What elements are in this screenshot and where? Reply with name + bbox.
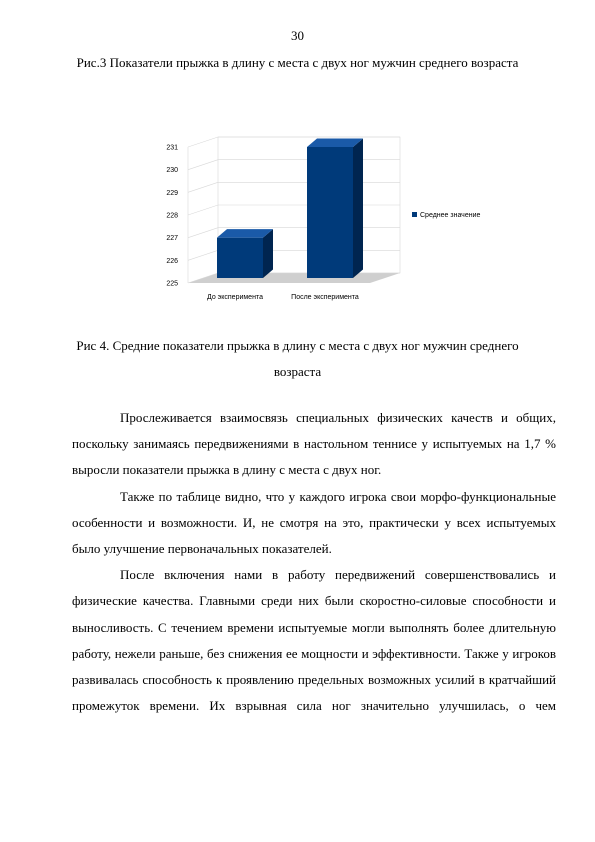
- y-tick-label: 226: [166, 257, 178, 265]
- paragraph-3: После включения нами в работу передвижений совершенствовались и физические качества. Главными среди них были скоростно-силовые способности и выносливость. С течением времени испытуемые могли выполнять более длительную работу, нежели раньше, без снижения ее мощности и эффективности. Также у игроков развивалась способность к проявлению предельных возможных усилий в кратчайший промежуток времени. Их взрывная сила ног значительно улучшилась, о чем: [72, 567, 556, 714]
- x-tick-label: До эксперимента: [207, 294, 263, 301]
- bar-front: [307, 147, 353, 278]
- body-text: [72, 405, 556, 719]
- figure-caption-bottom: Рис 4. Средние показатели прыжка в длину с места с двух ног мужчин среднего возраста: [76, 338, 519, 379]
- gridline-side: [188, 228, 218, 238]
- paragraph-1: Прослеживается взаимосвязь специальных физических качеств и общих, поскольку занимаясь передвижениями в настольном теннисе у испытуемых на 1,7 % выросли показатели прыжка в длину с места с двух ног.: [72, 410, 556, 478]
- bar-chart: [150, 125, 510, 310]
- page-number: 30: [291, 28, 304, 43]
- bar-chart-svg: [150, 125, 510, 310]
- y-tick-label: 228: [166, 212, 178, 220]
- bar-side: [353, 139, 363, 279]
- y-tick-label: 229: [166, 189, 178, 197]
- figure-caption-top: Рис.3 Показатели прыжка в длину с места с двух ног мужчин среднего возраста: [76, 55, 519, 70]
- x-tick-label: После эксперимента: [291, 294, 359, 301]
- legend-label: Среднее значение: [420, 212, 481, 219]
- gridline-side: [188, 160, 218, 170]
- gridline-side: [188, 182, 218, 192]
- paragraph-2: Также по таблице видно, что у каждого игрока свои морфо-функциональные особенности и возможности. И, не смотря на это, практически у всех испытуемых было улучшение первоначальных показателей.: [72, 488, 556, 557]
- y-tick-label: 225: [166, 280, 178, 288]
- gridline-side: [188, 250, 218, 260]
- bar-side: [263, 229, 273, 278]
- y-tick-label: 231: [166, 144, 178, 152]
- y-tick-label: 230: [166, 167, 178, 175]
- gridline-side: [188, 137, 218, 147]
- legend-swatch: [412, 212, 417, 217]
- y-tick-label: 227: [166, 235, 178, 243]
- bar-front: [217, 238, 263, 278]
- gridline-side: [188, 205, 218, 215]
